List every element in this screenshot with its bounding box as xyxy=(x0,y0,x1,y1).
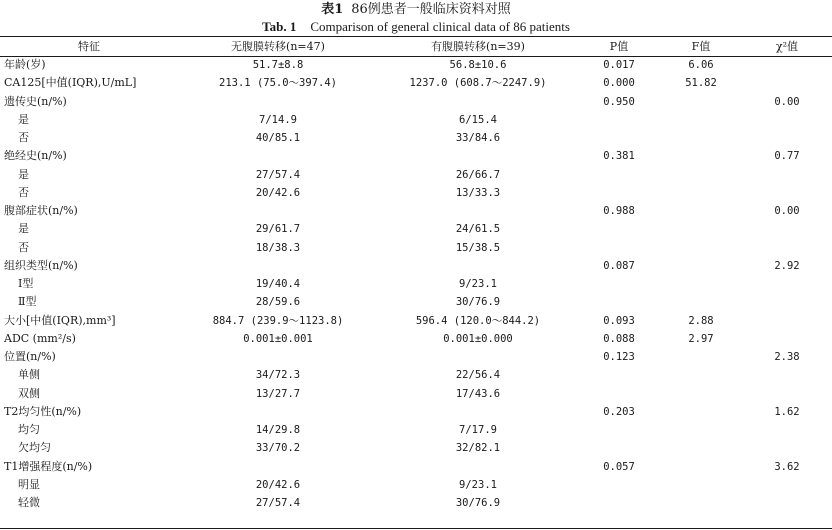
cell-chi-square xyxy=(742,166,832,184)
cell-no-metastasis: 27/57.4 xyxy=(255,168,301,181)
header-chi-square: χ²值 xyxy=(775,40,799,53)
table-row xyxy=(0,458,832,476)
cell-no-metastasis: 19/40.4 xyxy=(255,278,301,291)
cell-p-value: 0.950 xyxy=(603,95,635,108)
cell-with-metastasis: 30/76.9 xyxy=(455,497,501,510)
table-bottom-rule xyxy=(0,528,832,529)
cell-chi-square: 2.92 xyxy=(774,259,800,272)
cell-f-value xyxy=(660,166,742,184)
table-caption-chinese xyxy=(0,2,832,18)
cell-f-value xyxy=(660,275,742,293)
cell-f-value xyxy=(660,220,742,238)
table-row xyxy=(0,439,832,457)
cell-f-value xyxy=(660,129,742,147)
cell-feature: 年龄(岁) xyxy=(4,58,46,72)
cell-no-metastasis: 51.7±8.8 xyxy=(252,59,304,72)
cell-with-metastasis xyxy=(378,93,578,111)
cell-with-metastasis xyxy=(378,147,578,165)
table-row xyxy=(0,220,832,238)
cell-with-metastasis: 32/82.1 xyxy=(455,442,501,455)
cell-chi-square xyxy=(742,312,832,330)
cell-feature: 大小[中值(IQR),mm³] xyxy=(4,313,116,327)
cell-feature: 欠均匀 xyxy=(18,441,51,455)
cell-f-value xyxy=(660,147,742,165)
table-row xyxy=(0,166,832,184)
cell-no-metastasis: 20/42.6 xyxy=(255,186,301,199)
cell-with-metastasis: 15/38.5 xyxy=(455,241,501,254)
header-feature: 特征 xyxy=(78,40,100,53)
cell-chi-square xyxy=(742,111,832,129)
cell-no-metastasis: 34/72.3 xyxy=(255,369,301,382)
cell-chi-square xyxy=(742,439,832,457)
table-row xyxy=(0,111,832,129)
cell-with-metastasis xyxy=(378,202,578,220)
table-row xyxy=(0,275,832,293)
cell-no-metastasis: 20/42.6 xyxy=(255,478,301,491)
cell-with-metastasis: 56.8±10.6 xyxy=(449,59,507,72)
cell-f-value xyxy=(660,421,742,439)
cell-with-metastasis: 30/76.9 xyxy=(455,296,501,309)
cell-p-value xyxy=(578,275,660,293)
cell-with-metastasis xyxy=(378,403,578,421)
cell-chi-square: 2.38 xyxy=(774,351,800,364)
cell-chi-square xyxy=(742,366,832,384)
table-row xyxy=(0,494,832,512)
table-row xyxy=(0,293,832,311)
cell-f-value: 6.06 xyxy=(688,59,714,72)
cell-no-metastasis xyxy=(178,257,378,275)
cell-with-metastasis: 1237.0 (608.7～2247.9) xyxy=(409,77,547,90)
table-row xyxy=(0,348,832,366)
cell-chi-square xyxy=(742,220,832,238)
cell-no-metastasis: 213.1 (75.0～397.4) xyxy=(219,77,337,90)
table-row xyxy=(0,129,832,147)
cell-feature: 否 xyxy=(18,240,29,254)
caption-title-en: Comparison of general clinical data of 86 patients xyxy=(310,19,570,34)
cell-p-value: 0.087 xyxy=(603,259,635,272)
cell-feature: T1增强程度(n/%) xyxy=(4,459,93,473)
table-row xyxy=(0,257,832,275)
table-row xyxy=(0,421,832,439)
cell-p-value xyxy=(578,129,660,147)
cell-with-metastasis xyxy=(378,348,578,366)
table-row xyxy=(0,366,832,384)
table-body xyxy=(0,56,832,512)
cell-feature: 位置(n/%) xyxy=(4,350,56,364)
cell-feature: CA125[中值(IQR),U/mL] xyxy=(4,76,137,90)
cell-f-value xyxy=(660,184,742,202)
cell-feature: 单侧 xyxy=(18,368,40,382)
cell-no-metastasis: 29/61.7 xyxy=(255,223,301,236)
cell-feature: T2均匀性(n/%) xyxy=(4,404,82,418)
cell-f-value xyxy=(660,403,742,421)
cell-feature: 是 xyxy=(18,112,29,126)
cell-feature: 轻微 xyxy=(18,496,40,510)
cell-chi-square: 1.62 xyxy=(774,405,800,418)
table-header-row xyxy=(0,38,832,56)
cell-f-value xyxy=(660,93,742,111)
table-row xyxy=(0,330,832,348)
cell-f-value xyxy=(660,202,742,220)
cell-chi-square xyxy=(742,239,832,257)
cell-p-value: 0.093 xyxy=(603,314,635,327)
table-row xyxy=(0,93,832,111)
cell-feature: 绝经史(n/%) xyxy=(4,149,67,163)
cell-no-metastasis: 18/38.3 xyxy=(255,241,301,254)
cell-chi-square xyxy=(742,56,832,74)
cell-with-metastasis: 9/23.1 xyxy=(459,478,497,491)
cell-chi-square xyxy=(742,275,832,293)
cell-chi-square: 0.00 xyxy=(774,95,800,108)
cell-no-metastasis: 0.001±0.001 xyxy=(243,332,313,345)
cell-f-value xyxy=(660,111,742,129)
cell-chi-square xyxy=(742,421,832,439)
cell-with-metastasis: 24/61.5 xyxy=(455,223,501,236)
table-caption-english xyxy=(0,19,832,35)
cell-no-metastasis xyxy=(178,458,378,476)
cell-feature: 否 xyxy=(18,131,29,145)
header-p-value: P值 xyxy=(609,40,629,53)
cell-no-metastasis xyxy=(178,147,378,165)
cell-f-value xyxy=(660,239,742,257)
cell-with-metastasis: 17/43.6 xyxy=(455,387,501,400)
cell-p-value: 0.000 xyxy=(603,77,635,90)
cell-p-value xyxy=(578,439,660,457)
cell-f-value xyxy=(660,476,742,494)
cell-feature: 双侧 xyxy=(18,386,40,400)
cell-p-value xyxy=(578,494,660,512)
cell-p-value: 0.988 xyxy=(603,205,635,218)
cell-p-value: 0.088 xyxy=(603,332,635,345)
cell-p-value xyxy=(578,421,660,439)
table-row xyxy=(0,312,832,330)
table-row xyxy=(0,184,832,202)
cell-f-value: 51.82 xyxy=(685,77,717,90)
cell-f-value: 2.88 xyxy=(688,314,714,327)
cell-p-value: 0.381 xyxy=(603,150,635,163)
cell-f-value xyxy=(660,257,742,275)
cell-no-metastasis: 40/85.1 xyxy=(255,132,301,145)
cell-with-metastasis: 0.001±0.000 xyxy=(443,332,513,345)
clinical-data-table xyxy=(0,38,832,512)
cell-p-value xyxy=(578,366,660,384)
cell-feature: 遗传史(n/%) xyxy=(4,94,67,108)
table-row xyxy=(0,403,832,421)
caption-label-zh: 表1 xyxy=(321,2,344,17)
cell-chi-square: 0.77 xyxy=(774,150,800,163)
cell-chi-square: 0.00 xyxy=(774,205,800,218)
cell-chi-square xyxy=(742,184,832,202)
cell-f-value xyxy=(660,293,742,311)
cell-no-metastasis xyxy=(178,348,378,366)
cell-feature: 否 xyxy=(18,185,29,199)
cell-f-value: 2.97 xyxy=(688,332,714,345)
cell-p-value: 0.057 xyxy=(603,460,635,473)
cell-feature: 均匀 xyxy=(18,423,40,437)
table-row xyxy=(0,385,832,403)
cell-no-metastasis xyxy=(178,93,378,111)
cell-no-metastasis xyxy=(178,202,378,220)
cell-chi-square xyxy=(742,476,832,494)
cell-no-metastasis: 33/70.2 xyxy=(255,442,301,455)
cell-f-value xyxy=(660,385,742,403)
table-row xyxy=(0,476,832,494)
cell-chi-square xyxy=(742,74,832,92)
header-f-value: F值 xyxy=(691,40,711,53)
cell-no-metastasis: 28/59.6 xyxy=(255,296,301,309)
cell-f-value xyxy=(660,458,742,476)
cell-feature: 组织类型(n/%) xyxy=(4,258,78,272)
table-row xyxy=(0,239,832,257)
cell-feature: 腹部症状(n/%) xyxy=(4,204,78,218)
cell-with-metastasis: 6/15.4 xyxy=(459,113,497,126)
table-row xyxy=(0,202,832,220)
cell-chi-square xyxy=(742,293,832,311)
header-no-metastasis: 无腹膜转移(n=47) xyxy=(231,40,325,53)
cell-feature: Ⅰ型 xyxy=(18,277,34,291)
cell-feature: ADC (mm²/s) xyxy=(4,331,76,345)
caption-title-zh: 86例患者一般临床资料对照 xyxy=(351,2,511,17)
cell-f-value xyxy=(660,348,742,366)
cell-with-metastasis xyxy=(378,458,578,476)
cell-with-metastasis: 26/66.7 xyxy=(455,168,501,181)
cell-p-value xyxy=(578,111,660,129)
cell-feature: 是 xyxy=(18,222,29,236)
cell-feature: 是 xyxy=(18,167,29,181)
caption-label-en: Tab. 1 xyxy=(262,19,297,34)
cell-chi-square xyxy=(742,385,832,403)
cell-no-metastasis: 14/29.8 xyxy=(255,424,301,437)
cell-p-value xyxy=(578,220,660,238)
cell-p-value xyxy=(578,166,660,184)
cell-f-value xyxy=(660,366,742,384)
cell-no-metastasis xyxy=(178,403,378,421)
cell-with-metastasis xyxy=(378,257,578,275)
cell-chi-square xyxy=(742,330,832,348)
cell-no-metastasis: 13/27.7 xyxy=(255,387,301,400)
cell-chi-square xyxy=(742,129,832,147)
cell-chi-square: 3.62 xyxy=(774,460,800,473)
cell-no-metastasis: 27/57.4 xyxy=(255,497,301,510)
table-row xyxy=(0,147,832,165)
cell-p-value xyxy=(578,293,660,311)
cell-f-value xyxy=(660,494,742,512)
cell-with-metastasis: 7/17.9 xyxy=(459,424,497,437)
cell-p-value: 0.203 xyxy=(603,405,635,418)
header-with-metastasis: 有腹膜转移(n=39) xyxy=(431,40,525,53)
table-row xyxy=(0,56,832,74)
cell-p-value: 0.123 xyxy=(603,351,635,364)
cell-p-value xyxy=(578,476,660,494)
cell-feature: Ⅱ型 xyxy=(18,295,37,309)
cell-no-metastasis: 7/14.9 xyxy=(259,113,297,126)
cell-chi-square xyxy=(742,494,832,512)
cell-with-metastasis: 596.4 (120.0～844.2) xyxy=(415,314,541,327)
cell-with-metastasis: 22/56.4 xyxy=(455,369,501,382)
cell-no-metastasis: 884.7 (239.9～1123.8) xyxy=(212,314,344,327)
cell-with-metastasis: 33/84.6 xyxy=(455,132,501,145)
cell-with-metastasis: 9/23.1 xyxy=(459,278,497,291)
cell-with-metastasis: 13/33.3 xyxy=(455,186,501,199)
cell-feature: 明显 xyxy=(18,477,40,491)
table-row xyxy=(0,74,832,92)
cell-p-value xyxy=(578,184,660,202)
cell-p-value: 0.017 xyxy=(603,59,635,72)
cell-p-value xyxy=(578,385,660,403)
cell-p-value xyxy=(578,239,660,257)
cell-f-value xyxy=(660,439,742,457)
